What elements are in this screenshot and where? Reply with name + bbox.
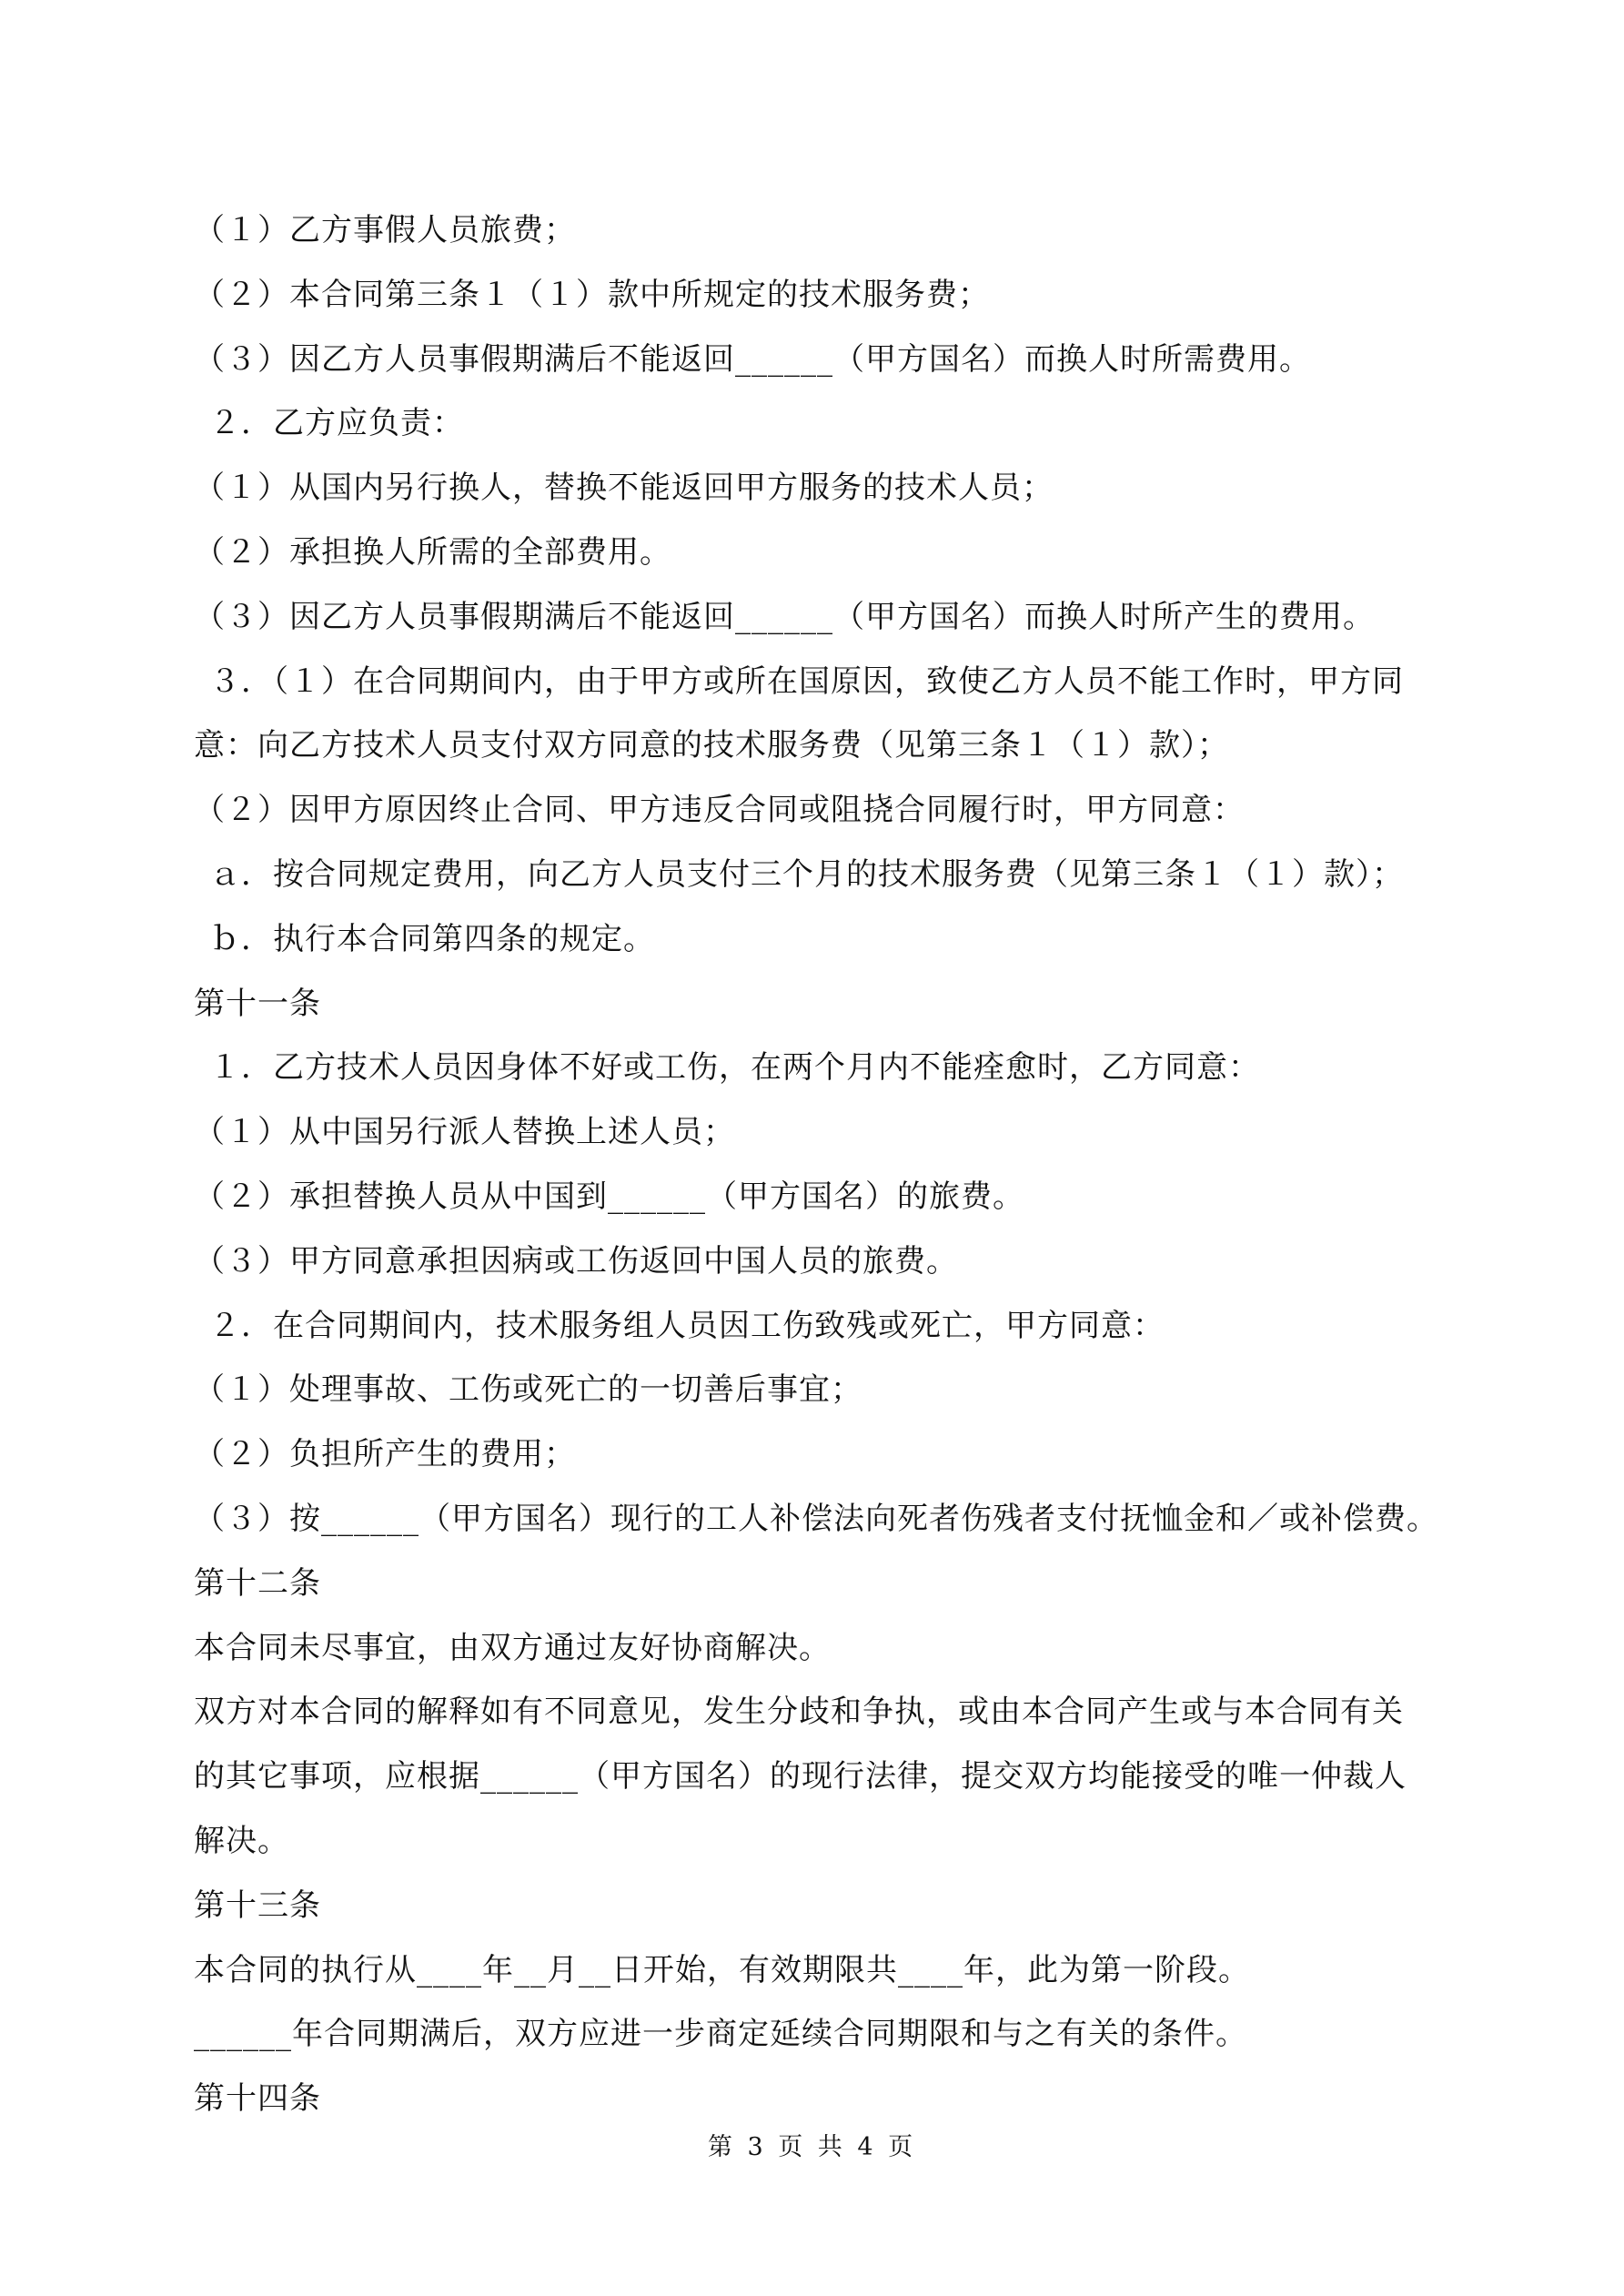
text-line-clause-10-3-1a: ３．（１）在合同期间内，由于甲方或所在国原因，致使乙方人员不能工作时，甲方同	[209, 663, 1404, 700]
text-line-clause-10-3-2b: ｂ．执行本合同第四条的规定。	[209, 920, 655, 957]
document-body	[194, 198, 1468, 2131]
text-line-clause-10-2: ２．乙方应负责：	[209, 405, 464, 442]
text-line-clause-10-1-2: （２）本合同第三条１（１）款中所规定的技术服务费；	[194, 276, 990, 313]
text-line-clause-12-2b: 的其它事项，应根据______（甲方国名）的现行法律，提交双方均能接受的唯一仲裁人	[194, 1758, 1407, 1795]
page-number-footer: 第 3 页 共 4 页	[707, 2133, 917, 2161]
text-line-clause-11-1-1: （１）从中国另行派人替换上述人员；	[194, 1114, 735, 1151]
text-line-clause-10-3-2: （２）因甲方原因终止合同、甲方违反合同或阻挠合同履行时，甲方同意：	[194, 792, 1245, 829]
article-heading-12: 第十二条	[194, 1564, 321, 1602]
text-line-clause-10-3-1b: 意：向乙方技术人员支付双方同意的技术服务费（见第三条１（１）款）；	[194, 727, 1229, 764]
text-line-clause-10-2-2: （２）承担换人所需的全部费用。	[194, 533, 671, 571]
text-line-clause-12-1: 本合同未尽事宜，由双方通过友好协商解决。	[194, 1629, 831, 1666]
text-line-clause-11-2-2: （２）负担所产生的费用；	[194, 1436, 576, 1473]
text-line-clause-13-1: 本合同的执行从____年__月__日开始，有效期限共____年，此为第一阶段。	[194, 1951, 1250, 1988]
text-line-clause-12-2a: 双方对本合同的解释如有不同意见，发生分歧和争执，或由本合同产生或与本合同有关	[194, 1694, 1404, 1731]
text-line-clause-10-2-3: （３）因乙方人员事假期满后不能返回______（甲方国名）而换人时所产生的费用。	[194, 598, 1375, 635]
text-line-clause-10-1-3: （３）因乙方人员事假期满后不能返回______（甲方国名）而换人时所需费用。	[194, 340, 1311, 378]
text-line-clause-11-2-3: （３）按______（甲方国名）现行的工人补偿法向死者伤残者支付抚恤金和／或补偿费。	[194, 1500, 1438, 1537]
article-heading-13: 第十三条	[194, 1886, 321, 1924]
text-line-clause-13-2: ______年合同期满后，双方应进一步商定延续合同期限和与之有关的条件。	[194, 2016, 1247, 2053]
article-heading-14: 第十四条	[194, 2080, 321, 2118]
text-line-clause-10-2-1: （１）从国内另行换人，替换不能返回甲方服务的技术人员；	[194, 470, 1054, 507]
text-line-clause-11-1: １．乙方技术人员因身体不好或工伤，在两个月内不能痊愈时，乙方同意：	[209, 1049, 1260, 1087]
text-line-clause-10-3-2a: ａ．按合同规定费用，向乙方人员支付三个月的技术服务费（见第三条１（１）款）；	[209, 855, 1404, 893]
text-line-clause-11-1-3: （３）甲方同意承担因病或工伤返回中国人员的旅费。	[194, 1242, 958, 1279]
text-line-clause-11-2: ２．在合同期间内，技术服务组人员因工伤致残或死亡，甲方同意：	[209, 1307, 1165, 1344]
text-line-clause-12-2c: 解决。	[194, 1822, 289, 1859]
text-line-clause-11-2-1: （１）处理事故、工伤或死亡的一切善后事宜；	[194, 1371, 862, 1409]
text-line-clause-10-1-1: （１）乙方事假人员旅费；	[194, 212, 576, 248]
text-line-clause-11-1-2: （２）承担替换人员从中国到______（甲方国名）的旅费。	[194, 1178, 1024, 1215]
article-heading-11: 第十一条	[194, 985, 321, 1022]
